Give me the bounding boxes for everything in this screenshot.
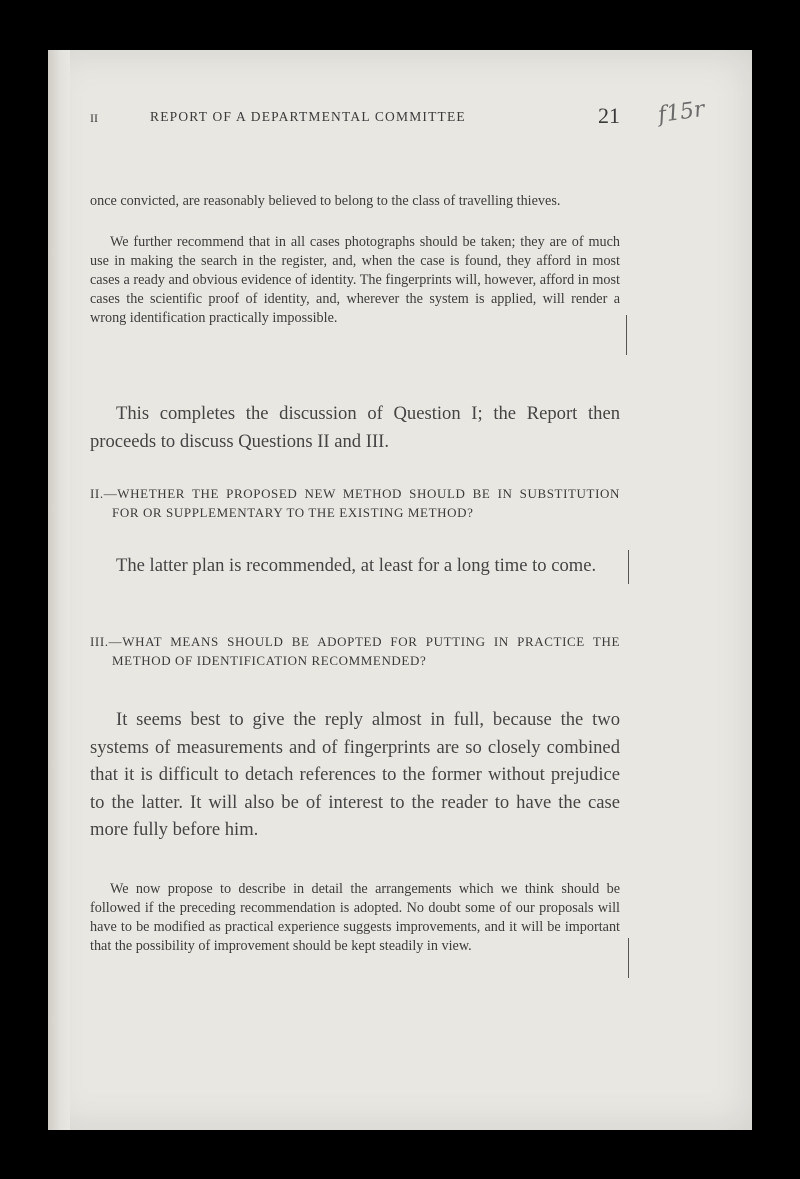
paragraph-6: We now propose to describe in detail the arrangements which we think should be followed if the preceding recommendation is adopted. No doubt some of our proposals will have to be modified as practical experience suggests improvements, and it will be important that the possibility of improvement should be kept steadily in view. (90, 881, 620, 954)
paragraph-2: We further recommend that in all cases photographs should be taken; they are of much use in making the search in the register, and, when the case is found, they afford in most cases a ready and obvious evidence of identity. The fingerprints will, however, afford in most cases the scientific proof of identity, and, wherever the system is applied, will render a wrong identification practically impossible. (90, 234, 620, 326)
paragraph-latter-plan (90, 552, 620, 580)
question-3: III.—WHAT MEANS SHOULD BE ADOPTED FOR PUTTING IN PRACTICE THE METHOD OF IDENTIFICATION RECOMMENDED? (90, 634, 620, 668)
paragraph-4: The latter plan is recommended, at least for a long time to come. (116, 555, 597, 576)
document-page (48, 50, 752, 1130)
running-header (90, 103, 620, 133)
paragraph-arrangements (90, 880, 620, 956)
paragraph-1: once convicted, are reasonably believed to belong to the class of travelling thieves. (90, 193, 561, 209)
margin-mark (626, 315, 627, 355)
running-title: REPORT OF A DEPARTMENTAL COMMITTEE (150, 109, 466, 124)
question-2: II.—WHETHER THE PROPOSED NEW METHOD SHOULD BE IN SUBSTITUTION FOR OR SUPPLEMENTARY TO THE EXISTING METHOD? (90, 486, 620, 520)
question-2-heading (90, 484, 620, 522)
margin-mark (628, 550, 629, 584)
question-3-heading (90, 632, 620, 670)
page-spine (48, 50, 70, 1130)
pencil-folio-note: f15r (656, 96, 707, 129)
section-number: II (90, 111, 98, 125)
paragraph-completes (90, 400, 620, 455)
paragraph-reply (90, 706, 620, 844)
paragraph-continuation (90, 192, 620, 211)
paragraph-photographs (90, 233, 620, 328)
page-number: 21 (598, 103, 620, 128)
paragraph-5: It seems best to give the reply almost in full, because the two systems of measurements and of fingerprints are so closely combined that it is difficult to detach references to the former without prejudice to the latter. It will also be of interest to the reader to have the case more fully before him. (90, 709, 620, 840)
margin-mark (628, 938, 629, 978)
paragraph-3: This completes the discussion of Question I; the Report then proceeds to discuss Questions II and III. (90, 403, 620, 452)
